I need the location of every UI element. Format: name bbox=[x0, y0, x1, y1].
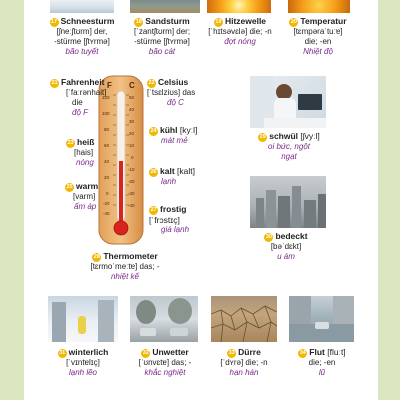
entry-temperatur bbox=[278, 16, 358, 57]
vietnamese-translation: lũ bbox=[318, 368, 326, 377]
c-tick-label: 30 bbox=[129, 119, 135, 124]
storm-street-photo bbox=[130, 296, 198, 342]
vietnamese-translation: bão cát bbox=[148, 47, 176, 56]
f-tick-label: -40 bbox=[103, 211, 110, 216]
german-word: schwül bbox=[269, 131, 299, 141]
mercury-column bbox=[119, 161, 123, 225]
vietnamese-translation: u ám bbox=[277, 252, 295, 261]
german-word: Unwetter bbox=[152, 347, 189, 357]
german-word: Thermometer bbox=[103, 251, 158, 261]
c-tick-label: 50 bbox=[129, 95, 135, 100]
plural-form: die; -en bbox=[304, 37, 332, 46]
f-tick-label: 120 bbox=[102, 95, 110, 100]
vietnamese-translation: lạnh bbox=[161, 177, 177, 186]
entry-frostig bbox=[149, 204, 219, 235]
plural-form: die; -en bbox=[308, 358, 336, 367]
winter-street-photo bbox=[48, 296, 118, 342]
german-word: Flut bbox=[309, 347, 325, 357]
pronunciation: [ˈvɪntɐlɪç] bbox=[66, 358, 100, 367]
german-word: warm bbox=[76, 181, 99, 191]
left-margin-band bbox=[0, 0, 24, 400]
f-tick-label: 100 bbox=[102, 111, 110, 116]
humid-office-photo bbox=[250, 76, 326, 128]
vietnamese-translation: nhiệt kế bbox=[110, 272, 140, 281]
entry-number-badge: 27 bbox=[150, 207, 157, 213]
cracked-earth-pattern bbox=[211, 296, 277, 342]
vietnamese-translation: hạn hán bbox=[229, 368, 259, 377]
f-tick-label: 20 bbox=[104, 175, 110, 180]
german-word: heiß bbox=[77, 137, 95, 147]
thermometer-bulb bbox=[114, 221, 128, 235]
entry-number-badge: 34 bbox=[299, 350, 306, 356]
heatwave-photo bbox=[207, 0, 271, 13]
pronunciation: [tɛmpəraˈtuːɐ] bbox=[293, 27, 343, 36]
entry-number-badge: 25 bbox=[66, 184, 73, 190]
entry-number-badge: 18 bbox=[135, 19, 142, 25]
f-tick-label: 60 bbox=[104, 143, 110, 148]
vietnamese-translation: mát mẻ bbox=[161, 136, 188, 145]
entry-warm bbox=[65, 181, 105, 212]
entry-winterlich bbox=[43, 347, 123, 378]
pronunciation: [kalt] bbox=[177, 166, 195, 176]
pronunciation: [ˈfrɔstɪç] bbox=[149, 215, 180, 225]
fahrenheit-f-label: F bbox=[107, 81, 112, 90]
f-tick-label: 40 bbox=[104, 159, 110, 164]
entry-heiss bbox=[66, 137, 106, 168]
temperature-photo bbox=[288, 0, 350, 13]
german-word: kalt bbox=[160, 166, 175, 176]
entry-kuehl bbox=[149, 125, 209, 146]
pronunciation: [ˈhɪtsəvɛlə] die; -n bbox=[208, 27, 272, 36]
drought-photo bbox=[211, 296, 277, 342]
pronunciation: [ʃvyːl] bbox=[300, 131, 320, 141]
c-tick-label: 40 bbox=[129, 107, 135, 112]
entry-hitzewelle bbox=[200, 16, 280, 47]
entry-schneesturm bbox=[42, 16, 122, 57]
f-tick-label: -20 bbox=[103, 201, 110, 206]
entry-kalt bbox=[149, 166, 209, 187]
entry-number-badge: 31 bbox=[59, 350, 66, 356]
pronunciation: [ˈʊnvɛtɐ] das; - bbox=[138, 358, 192, 367]
entry-number-badge: 22 bbox=[148, 80, 155, 86]
entry-celsius bbox=[147, 77, 217, 108]
entry-schwuel bbox=[246, 131, 332, 162]
plural-form: -stürme [ʃtʏrmə] bbox=[54, 37, 110, 46]
german-word: Schneesturm bbox=[60, 16, 115, 26]
entry-number-badge: 24 bbox=[150, 128, 157, 134]
german-word: Celsius bbox=[158, 77, 189, 87]
snowstorm-photo bbox=[50, 0, 114, 13]
german-word: kühl bbox=[160, 125, 178, 135]
entry-number-badge: 19 bbox=[215, 19, 222, 25]
entry-number-badge: 30 bbox=[265, 234, 272, 240]
vietnamese-translation-cont: ngạt bbox=[281, 152, 297, 161]
entry-unwetter bbox=[124, 347, 206, 378]
celsius-c-label: C bbox=[129, 81, 135, 90]
c-tick-label: 0 bbox=[131, 155, 134, 160]
entry-duerre bbox=[204, 347, 284, 378]
vietnamese-translation: độ F bbox=[72, 108, 89, 117]
f-tick-label: 80 bbox=[104, 127, 110, 132]
pronunciation: [kyːl] bbox=[179, 125, 198, 135]
pronunciation: [ʃneːʃtʊrm] der, bbox=[56, 27, 108, 36]
vietnamese-translation: lạnh lẽo bbox=[68, 368, 98, 377]
entry-fahrenheit bbox=[50, 77, 110, 118]
vietnamese-translation: độ C bbox=[167, 98, 184, 107]
german-word: frostig bbox=[160, 204, 187, 214]
overcast-city-photo bbox=[250, 176, 326, 228]
vietnamese-translation: giá lạnh bbox=[161, 225, 190, 234]
entry-sandsturm bbox=[122, 16, 202, 57]
entry-number-badge: 33 bbox=[228, 350, 235, 356]
pronunciation: [bəˈdɛkt] bbox=[270, 242, 302, 251]
pronunciation: [ˈzantʃtʊrm] der; bbox=[133, 27, 191, 36]
german-word: Temperatur bbox=[300, 16, 347, 26]
vietnamese-translation: ấm áp bbox=[74, 202, 97, 211]
c-tick-label: 20 bbox=[129, 131, 135, 136]
german-word: Sandsturm bbox=[145, 16, 190, 26]
c-tick-label: -20 bbox=[128, 179, 135, 184]
vietnamese-translation: nóng bbox=[76, 158, 94, 167]
pronunciation: [fluːt] bbox=[327, 347, 346, 357]
vietnamese-translation: bão tuyết bbox=[65, 47, 99, 56]
vietnamese-translation: oi bức, ngột bbox=[268, 142, 310, 151]
german-word: winterlich bbox=[68, 347, 109, 357]
entry-bedeckt bbox=[246, 231, 326, 262]
german-word: Dürre bbox=[238, 347, 261, 357]
entry-number-badge: 29 bbox=[259, 134, 266, 140]
pronunciation: [tɛrmoˈmeːtɐ] das; - bbox=[90, 262, 160, 271]
pronunciation: [ˈfaːrənhait] bbox=[66, 88, 107, 97]
article: die bbox=[72, 98, 83, 107]
pronunciation: [ˈdʏrə] die; -n bbox=[220, 358, 268, 367]
sandstorm-photo bbox=[130, 0, 200, 13]
entry-number-badge: 21 bbox=[51, 80, 58, 86]
c-tick-label: -10 bbox=[128, 167, 135, 172]
entry-number-badge: 26 bbox=[150, 169, 157, 175]
f-tick-label: 0 bbox=[106, 191, 109, 196]
vietnamese-translation: Nhiệt độ bbox=[303, 47, 333, 56]
vietnamese-translation: khắc nghiệt bbox=[144, 368, 186, 377]
entry-number-badge: 28 bbox=[93, 254, 100, 260]
german-word: Fahrenheit bbox=[61, 77, 105, 87]
c-tick-label: 10 bbox=[129, 143, 135, 148]
pronunciation: [varm] bbox=[73, 192, 96, 201]
plural-form: -stürme [ʃtʏrmə] bbox=[134, 37, 190, 46]
flood-photo bbox=[289, 296, 354, 342]
entry-number-badge: 17 bbox=[51, 19, 58, 25]
pronunciation: [ˈtsɛlziʊs] das bbox=[147, 88, 196, 97]
german-word: bedeckt bbox=[275, 231, 308, 241]
entry-number-badge: 20 bbox=[290, 19, 297, 25]
entry-flut bbox=[284, 347, 360, 378]
c-tick-label: -40 bbox=[128, 203, 135, 208]
pronunciation: [hais] bbox=[74, 148, 94, 157]
right-margin-band bbox=[378, 0, 400, 400]
entry-thermometer bbox=[80, 251, 170, 282]
c-tick-label: -30 bbox=[128, 191, 135, 196]
vietnamese-translation: đợt nóng bbox=[224, 37, 256, 46]
entry-number-badge: 23 bbox=[67, 140, 74, 146]
german-word: Hitzewelle bbox=[224, 16, 267, 26]
entry-number-badge: 32 bbox=[142, 350, 149, 356]
